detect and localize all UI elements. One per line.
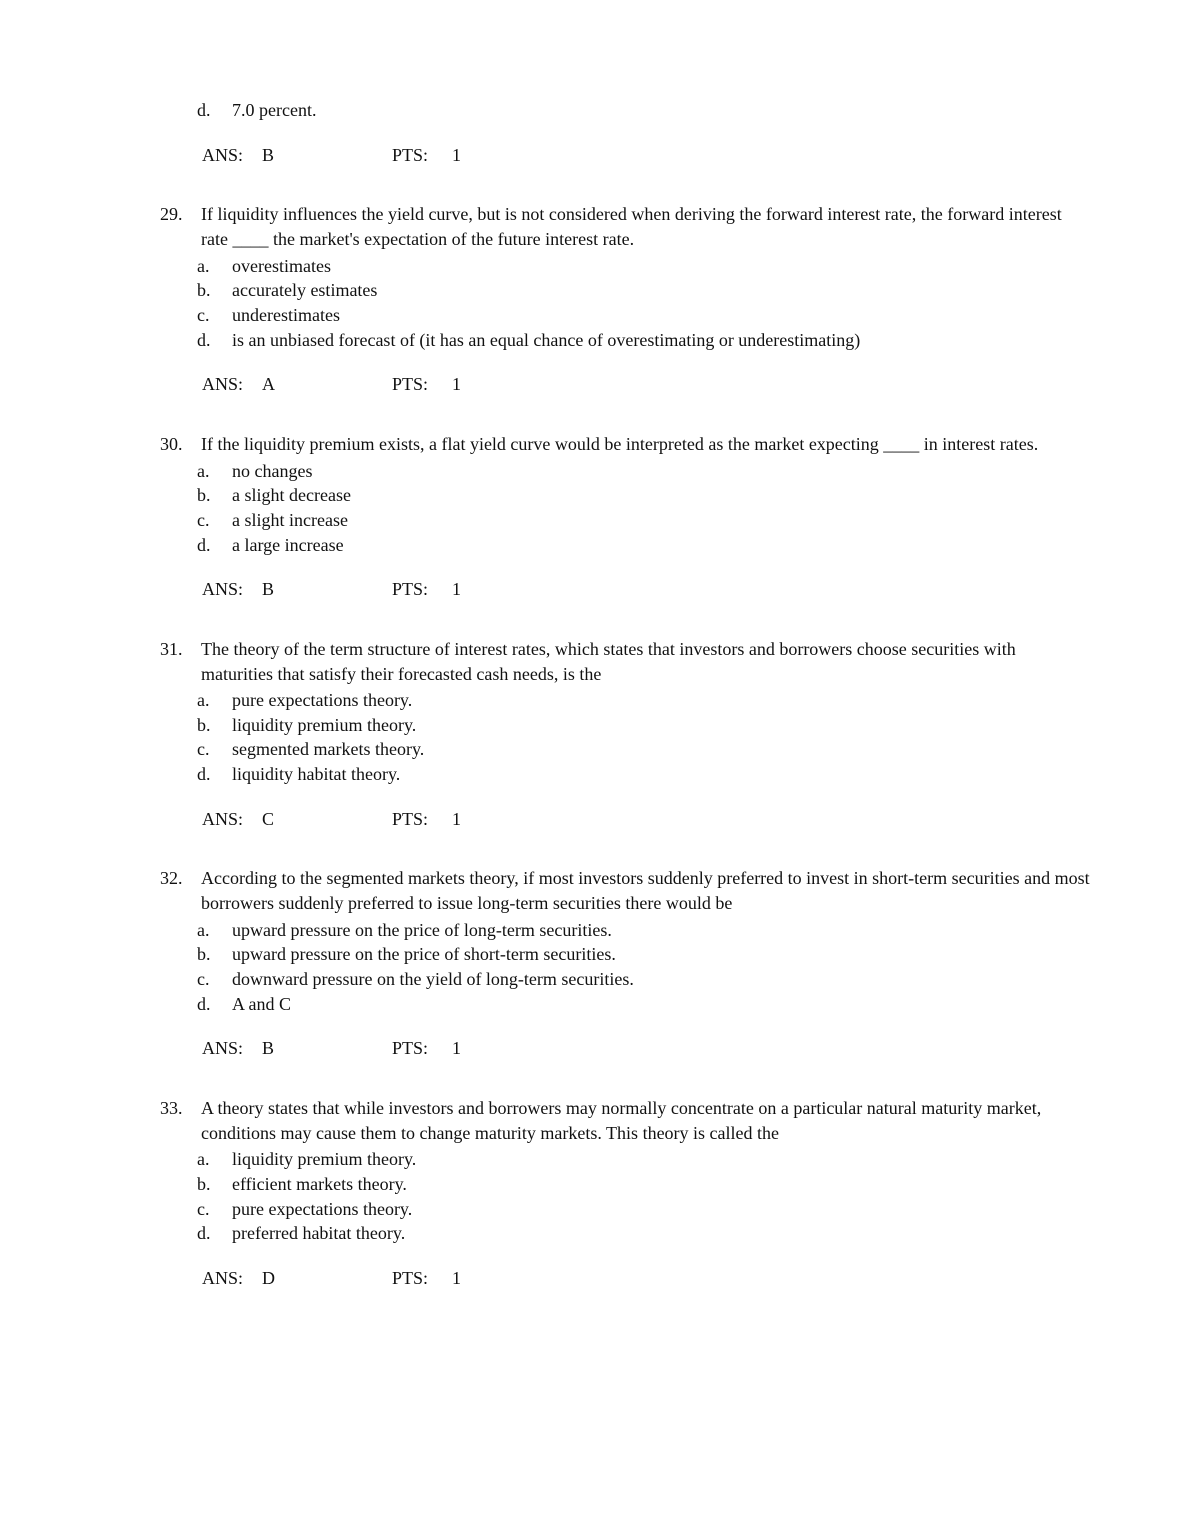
pts-value: 1 — [452, 808, 461, 829]
options-list — [160, 1147, 1090, 1246]
option-letter: c. — [197, 509, 210, 530]
option-row — [197, 98, 1090, 123]
option-letter: d. — [197, 764, 211, 785]
pts-pair — [392, 807, 461, 832]
ans-label: ANS: — [202, 1038, 244, 1059]
answer-row — [202, 1266, 1090, 1291]
option-letter: a. — [197, 1149, 210, 1170]
option-letter: c. — [197, 1198, 210, 1219]
question-text: If liquidity influences the yield curve, but is not considered when deriving the forward interest rate, the forward interest rate ____ the market's expectation of the future interest rate. — [201, 204, 1062, 249]
ans-value: B — [262, 144, 275, 165]
option-row — [197, 459, 1090, 484]
option-letter: a. — [197, 690, 210, 711]
ans-value: D — [262, 1267, 275, 1288]
answer-row — [202, 372, 1090, 397]
option-letter: a. — [197, 919, 210, 940]
option-letter: b. — [197, 714, 211, 735]
pts-pair — [392, 577, 461, 602]
option-letter: d. — [197, 329, 211, 350]
option-row — [197, 737, 1090, 762]
answer-row — [202, 577, 1090, 602]
question-number: 32. — [160, 868, 183, 889]
option-row — [197, 688, 1090, 713]
pts-label: PTS: — [392, 144, 429, 165]
option-letter: d. — [197, 993, 211, 1014]
pts-label: PTS: — [392, 579, 429, 600]
ans-pair — [202, 807, 392, 832]
option-row — [197, 992, 1090, 1017]
question-block — [160, 202, 1090, 397]
question-block — [160, 432, 1090, 602]
option-text: segmented markets theory. — [232, 739, 425, 760]
ans-value: B — [262, 1038, 275, 1059]
question-block — [160, 1096, 1090, 1291]
option-row — [197, 533, 1090, 558]
option-row — [197, 1197, 1090, 1222]
pts-value: 1 — [452, 144, 461, 165]
question-number: 31. — [160, 638, 183, 659]
option-text: A and C — [232, 993, 292, 1014]
question-text: A theory states that while investors and borrowers may normally concentrate on a particular natural maturity market, conditions may cause them to change maturity markets. This theory is called the — [201, 1098, 1042, 1143]
option-text: a slight decrease — [232, 485, 351, 506]
question-head — [160, 432, 1090, 457]
questions-container — [160, 202, 1090, 1290]
option-text: upward pressure on the price of short-term securities. — [232, 944, 616, 965]
options-list — [160, 459, 1090, 558]
options-list — [160, 918, 1090, 1017]
option-row — [197, 1147, 1090, 1172]
pts-value: 1 — [452, 374, 461, 395]
option-letter: c. — [197, 739, 210, 760]
option-text: overestimates — [232, 255, 331, 276]
option-text: pure expectations theory. — [232, 1198, 413, 1219]
question-text: According to the segmented markets theory, if most investors suddenly preferred to invest in short-term securities and most borrowers suddenly preferred to issue long-term securities there would be — [201, 868, 1090, 914]
option-text: 7.0 percent. — [232, 100, 317, 120]
pts-label: PTS: — [392, 1267, 429, 1288]
pts-value: 1 — [452, 1267, 461, 1288]
options-list — [160, 98, 1090, 123]
option-letter: c. — [197, 969, 210, 990]
ans-value: C — [262, 808, 275, 829]
option-row — [197, 278, 1090, 303]
ans-pair — [202, 1266, 392, 1291]
pts-pair — [392, 1266, 461, 1291]
option-text: liquidity habitat theory. — [232, 764, 401, 785]
option-text: preferred habitat theory. — [232, 1223, 406, 1244]
option-letter: b. — [197, 485, 211, 506]
ans-label: ANS: — [202, 1267, 244, 1288]
question-text: If the liquidity premium exists, a flat yield curve would be interpreted as the market expecting ____ in interest rates. — [201, 433, 1039, 454]
option-letter: b. — [197, 280, 211, 301]
option-row — [197, 508, 1090, 533]
question-head — [160, 202, 1090, 251]
ans-label: ANS: — [202, 808, 244, 829]
option-text: efficient markets theory. — [232, 1174, 407, 1194]
option-letter: d. — [197, 534, 211, 555]
option-letter: a. — [197, 460, 210, 481]
option-letter: c. — [197, 304, 210, 325]
option-letter: a. — [197, 255, 210, 276]
option-text: a large increase — [232, 534, 344, 555]
answer-row — [202, 143, 1090, 168]
pts-label: PTS: — [392, 374, 429, 395]
ans-pair — [202, 577, 392, 602]
option-row — [197, 967, 1090, 992]
option-text: downward pressure on the yield of long-term securities. — [232, 969, 634, 990]
option-text: liquidity premium theory. — [232, 714, 417, 735]
pts-value: 1 — [452, 1038, 461, 1059]
question-head — [160, 866, 1090, 915]
option-letter: b. — [197, 944, 211, 965]
option-text: is an unbiased forecast of (it has an equal chance of overestimating or underestimating) — [232, 329, 861, 350]
options-list — [160, 688, 1090, 787]
question-head — [160, 637, 1090, 686]
option-row — [197, 1172, 1090, 1197]
pts-value: 1 — [452, 579, 461, 600]
option-letter: b. — [197, 1174, 211, 1194]
question-block — [160, 866, 1090, 1061]
ans-value: A — [262, 374, 275, 395]
answer-row — [202, 807, 1090, 832]
answer-row — [202, 1036, 1090, 1061]
option-text: upward pressure on the price of long-term securities. — [232, 919, 612, 940]
option-row — [197, 254, 1090, 279]
option-row — [197, 713, 1090, 738]
option-text: liquidity premium theory. — [232, 1149, 417, 1170]
question-text: The theory of the term structure of interest rates, which states that investors and borrowers choose securities with maturities that satisfy their forecasted cash needs, is the — [201, 638, 1016, 684]
ans-pair — [202, 372, 392, 397]
pts-pair — [392, 143, 461, 168]
option-text: underestimates — [232, 304, 340, 325]
question-block — [160, 98, 1090, 167]
option-text: no changes — [232, 460, 313, 481]
pts-label: PTS: — [392, 808, 429, 829]
option-text: accurately estimates — [232, 280, 378, 301]
ans-pair — [202, 143, 392, 168]
question-block — [160, 637, 1090, 832]
ans-label: ANS: — [202, 374, 244, 395]
question-head — [160, 1096, 1090, 1145]
question-number: 33. — [160, 1098, 183, 1119]
question-number: 30. — [160, 433, 183, 454]
option-text: pure expectations theory. — [232, 690, 413, 711]
ans-label: ANS: — [202, 144, 244, 165]
option-row — [197, 303, 1090, 328]
option-row — [197, 918, 1090, 943]
option-row — [197, 942, 1090, 967]
option-row — [197, 762, 1090, 787]
option-row — [197, 328, 1090, 353]
partial-question-slot — [160, 98, 1090, 167]
option-row — [197, 1221, 1090, 1246]
option-letter: d. — [197, 100, 211, 120]
pts-pair — [392, 372, 461, 397]
ans-label: ANS: — [202, 579, 244, 600]
question-number: 29. — [160, 204, 183, 225]
option-row — [197, 483, 1090, 508]
pts-label: PTS: — [392, 1038, 429, 1059]
ans-pair — [202, 1036, 392, 1061]
option-letter: d. — [197, 1223, 211, 1244]
ans-value: B — [262, 579, 275, 600]
options-list — [160, 254, 1090, 353]
pts-pair — [392, 1036, 461, 1061]
option-text: a slight increase — [232, 509, 348, 530]
